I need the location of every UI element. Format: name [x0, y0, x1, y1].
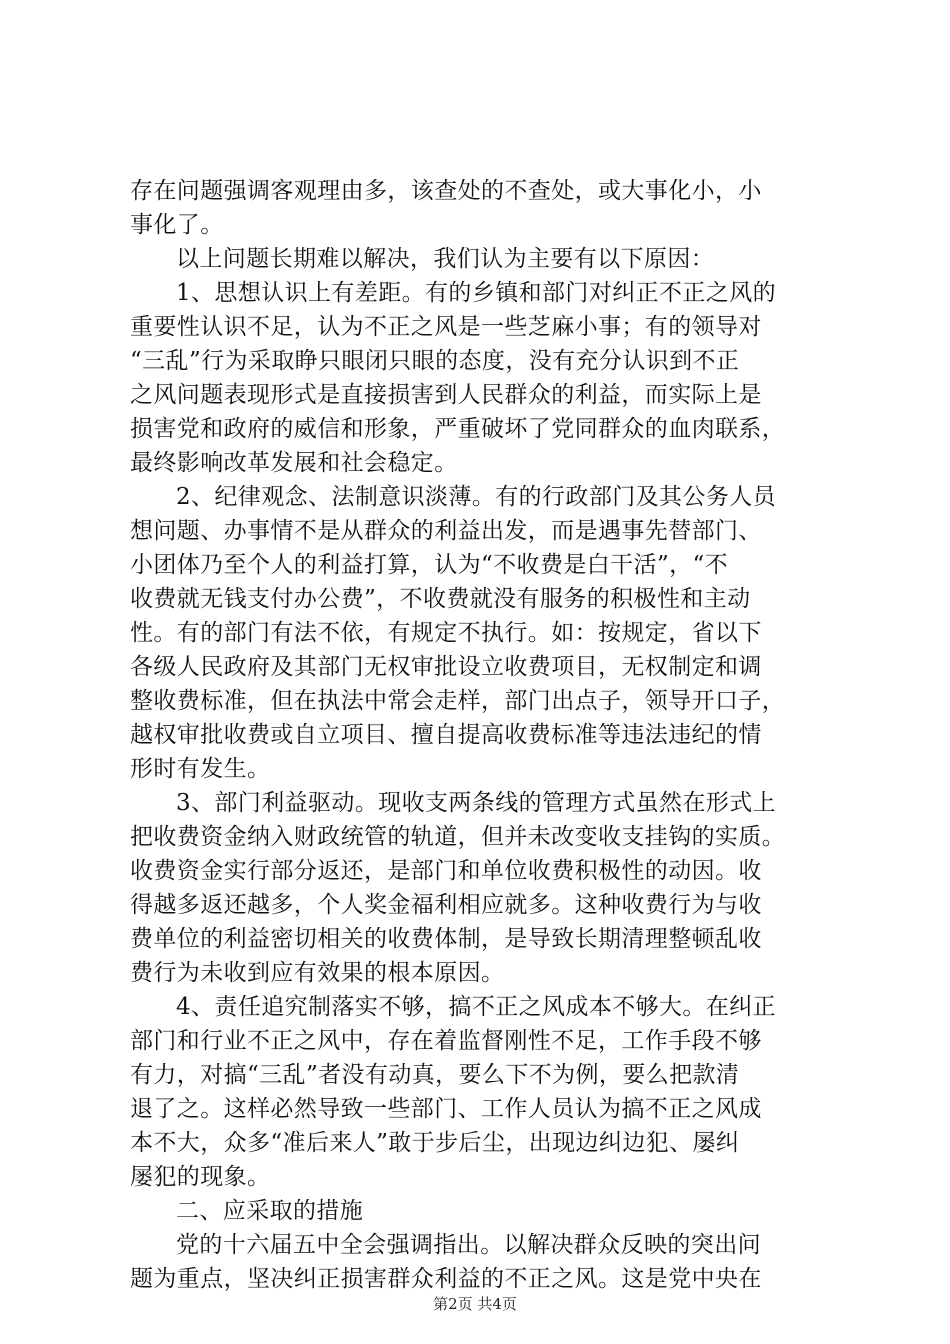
text-line: 退了之。这样必然导致一些部门、工作人员认为搞不正之风成: [130, 1096, 762, 1122]
text-line: 党的十六届五中全会强调指出。以解决群众反映的突出问: [176, 1232, 761, 1258]
text-line: “三乱”行为采取睁只眼闭只眼的态度，没有充分认识到不正: [130, 348, 740, 374]
text-line: 整收费标准，但在执法中常会走样，部门出点子，领导开口子，: [130, 688, 786, 714]
text-line: 题为重点，坚决纠正损害群众利益的不正之风。这是党中央在: [130, 1266, 762, 1292]
text-line: 部门和行业不正之风中，存在着监督刚性不足，工作手段不够: [130, 1028, 762, 1054]
text-line: 以上问题长期难以解决，我们认为主要有以下原因：: [176, 246, 715, 272]
text-line: 收费就无钱支付办公费”，不收费就没有服务的积极性和主动: [130, 586, 751, 612]
text-line: 费单位的利益密切相关的收费体制，是导致长期清理整顿乱收: [130, 926, 762, 952]
text-line: 重要性认识不足，认为不正之风是一些芝麻小事；有的领导对: [130, 314, 762, 340]
page-footer: 第2页 共4页: [433, 1295, 517, 1313]
text-line: 把收费资金纳入财政统管的轨道，但并未改变收支挂钩的实质。: [130, 824, 786, 850]
text-line: 想问题、办事情不是从群众的利益出发，而是遇事先替部门、: [130, 518, 762, 544]
text-line: 性。有的部门有法不依，有规定不执行。如：按规定，省以下: [130, 620, 762, 646]
text-line: 屡犯的现象。: [130, 1164, 271, 1190]
text-line: 得越多返还越多，个人奖金福利相应就多。这种收费行为与收: [130, 892, 762, 918]
text-line: 有力，对搞“三乱”者没有动真，要么下不为例，要么把款清: [130, 1062, 740, 1088]
text-line: 本不大，众多“准后来人”敢于步后尘，出现边纠边犯、屡纠: [130, 1130, 740, 1156]
text-line: 费行为未收到应有效果的根本原因。: [130, 960, 505, 986]
text-line: 4、责任追究制落实不够，搞不正之风成本不够大。在纠正: [176, 994, 777, 1020]
text-line: 1、思想认识上有差距。有的乡镇和部门对纠正不正之风的: [176, 280, 777, 306]
text-line: 收费资金实行部分返还，是部门和单位收费积极性的动因。收: [130, 858, 762, 884]
text-line: 之风问题表现形式是直接损害到人民群众的利益，而实际上是: [130, 382, 762, 408]
text-line: 3、部门利益驱动。现收支两条线的管理方式虽然在形式上: [176, 790, 777, 816]
text-line: 二、应采取的措施: [176, 1198, 364, 1224]
text-line: 2、纪律观念、法制意识淡薄。有的行政部门及其公务人员: [176, 484, 777, 510]
body-text: [130, 174, 828, 1296]
text-line: 各级人民政府及其部门无权审批设立收费项目，无权制定和调: [130, 654, 762, 680]
text-line: 形时有发生。: [130, 756, 271, 782]
text-line: 损害党和政府的威信和形象，严重破坏了党同群众的血肉联系，: [130, 416, 786, 442]
text-line: 事化了。: [130, 212, 224, 238]
text-line: 存在问题强调客观理由多，该查处的不查处，或大事化小，小: [130, 178, 762, 204]
text-line: 小团体乃至个人的利益打算，认为“不收费是白干活”，“不: [130, 552, 729, 578]
text-line: 最终影响改革发展和社会稳定。: [130, 450, 458, 476]
text-line: 越权审批收费或自立项目、擅自提高收费标准等违法违纪的情: [130, 722, 762, 748]
